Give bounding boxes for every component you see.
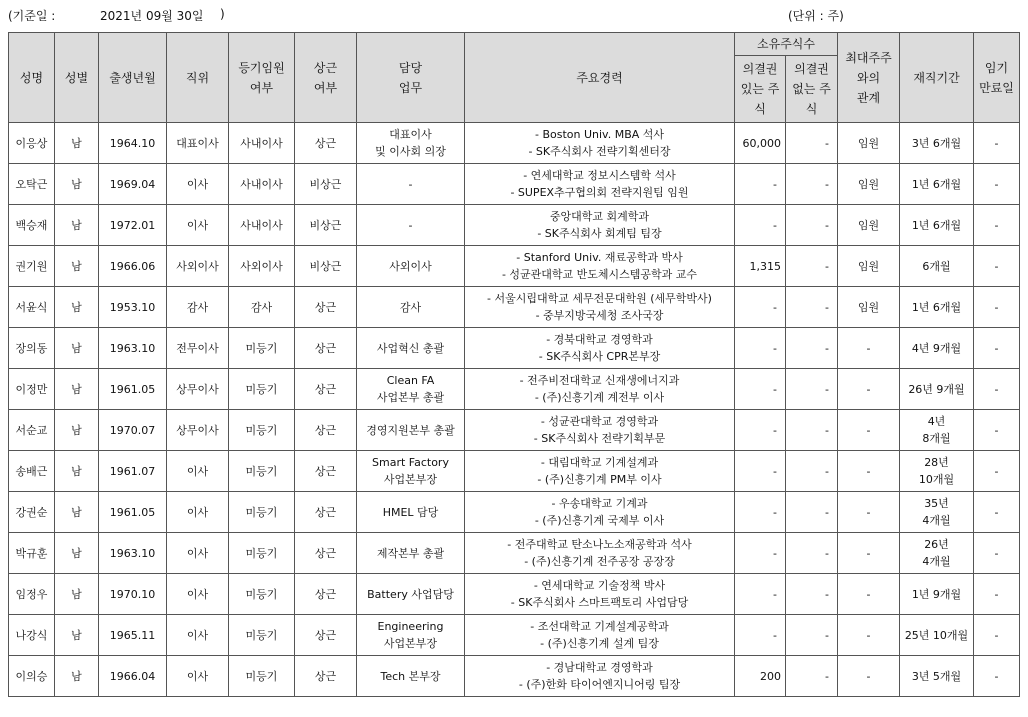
cell-tenure [900,533,974,574]
cell-career-line: - SUPEX추구협의회 전략지원팀 임원 [510,186,689,199]
cell-fulltime: 상근 [295,533,357,574]
cell-name: 박규훈 [9,533,55,574]
cell-career [465,369,735,410]
cell-duty [357,451,465,492]
cell-registered: 감사 [229,287,295,328]
cell-career-line: - 성균관대학교 반도체시스템공학과 교수 [501,268,698,281]
cell-career-line: - 대림대학교 기계설계과 [540,456,659,469]
cell-registered: 사외이사 [229,246,295,287]
cell-tenure [900,123,974,164]
cell-gender: 남 [55,656,99,697]
col-voting-shares: 의결권 있는 주 식 [735,56,786,123]
cell-duty-line: 사업혁신 총괄 [376,341,445,355]
cell-term: - [974,164,1020,205]
cell-gender: 남 [55,123,99,164]
col-gender: 성별 [55,33,99,123]
cell-name: 권기원 [9,246,55,287]
cell-career-line: - (주)신흥기계 PM부 이사 [537,473,662,486]
cell-tenure [900,328,974,369]
cell-duty-line: - [408,218,413,232]
base-date-close: ) [220,7,225,21]
cell-gender: 남 [55,287,99,328]
cell-fulltime: 상근 [295,451,357,492]
cell-relation: 임원 [838,205,900,246]
cell-birth: 1966.06 [99,246,167,287]
cell-tenure-line: 6개월 [922,259,951,273]
base-date-value: 2021년 09월 30일 [100,9,204,23]
cell-career-line: - SK주식회사 회계팀 팀장 [537,227,662,240]
cell-career-line: - 성균관대학교 경영학과 [540,415,659,428]
col-birth: 출생년월 [99,33,167,123]
cell-tenure [900,574,974,615]
cell-career-line: - SK주식회사 스마트팩토리 사업담당 [510,596,689,609]
cell-name: 강권순 [9,492,55,533]
cell-name: 나강식 [9,615,55,656]
cell-tenure-line: 10개월 [918,473,955,486]
cell-fulltime: 상근 [295,656,357,697]
cell-term: - [974,615,1020,656]
cell-career-line: - 서울시립대학교 세무전문대학원 (세무학박사) [487,292,712,305]
cell-gender: 남 [55,492,99,533]
cell-fulltime: 상근 [295,492,357,533]
table-row [9,164,1020,205]
cell-title: 이사 [167,492,229,533]
cell-fulltime: 상근 [295,410,357,451]
cell-tenure [900,410,974,451]
cell-duty [357,533,465,574]
cell-career [465,492,735,533]
cell-career-line: - 연세대학교 기술정책 박사 [533,579,666,592]
cell-term: - [974,328,1020,369]
table-row [9,205,1020,246]
cell-name: 서순교 [9,410,55,451]
cell-duty [357,369,465,410]
cell-term: - [974,369,1020,410]
report-header [0,0,1028,30]
cell-title: 이사 [167,656,229,697]
cell-career [465,656,735,697]
cell-tenure [900,451,974,492]
cell-voting-shares: - [735,287,786,328]
cell-relation: - [838,533,900,574]
cell-voting-shares: 1,315 [735,246,786,287]
cell-career-line: - 연세대학교 정보시스템학 석사 [523,169,676,182]
cell-relation: - [838,410,900,451]
cell-birth: 1964.10 [99,123,167,164]
cell-term: - [974,656,1020,697]
cell-voting-shares: - [735,533,786,574]
cell-birth: 1965.11 [99,615,167,656]
cell-tenure-line: 3년 5개월 [911,669,962,683]
cell-relation: 임원 [838,164,900,205]
col-fulltime: 상근 여부 [295,33,357,123]
col-relation: 최대주주 와의 관계 [838,33,900,123]
cell-nonvoting-shares: - [786,246,838,287]
cell-relation: - [838,328,900,369]
cell-career-line: - 전주비전대학교 신재생에너지과 [519,374,680,387]
cell-tenure-line: 8개월 [922,432,951,445]
cell-title: 상무이사 [167,410,229,451]
cell-name: 이응상 [9,123,55,164]
unit-label: (단위 : 주) [788,9,844,23]
cell-tenure [900,164,974,205]
cell-tenure-line: 4개월 [922,514,951,527]
cell-term: - [974,123,1020,164]
cell-birth: 1970.07 [99,410,167,451]
cell-tenure [900,246,974,287]
cell-tenure-line: 1년 6개월 [911,177,962,191]
cell-title: 이사 [167,615,229,656]
cell-fulltime: 상근 [295,615,357,656]
cell-tenure-line: 28년 [924,456,949,469]
cell-registered: 미등기 [229,369,295,410]
cell-voting-shares: - [735,410,786,451]
cell-tenure-line: 1년 6개월 [911,300,962,314]
cell-registered: 미등기 [229,615,295,656]
cell-career-line: - (주)신흥기계 계전부 이사 [534,391,665,404]
cell-duty [357,123,465,164]
cell-title: 전무이사 [167,328,229,369]
col-career: 주요경력 [465,33,735,123]
col-tenure: 재직기간 [900,33,974,123]
cell-duty-line: 사업본부 총괄 [376,391,445,404]
cell-birth: 1953.10 [99,287,167,328]
cell-duty-line: Tech 본부장 [380,669,441,683]
cell-title: 이사 [167,451,229,492]
cell-birth: 1961.05 [99,369,167,410]
cell-duty-line: Battery 사업담당 [367,587,454,601]
cell-career-line: - 조선대학교 기계설계공학과 [530,620,669,633]
cell-registered: 사내이사 [229,164,295,205]
table-row [9,656,1020,697]
col-name: 성명 [9,33,55,123]
table-row [9,451,1020,492]
cell-fulltime: 상근 [295,574,357,615]
cell-career-line: - Stanford Univ. 재료공학과 박사 [516,251,683,264]
cell-duty [357,246,465,287]
cell-gender: 남 [55,164,99,205]
cell-duty-line: Clean FA [386,374,435,387]
cell-duty [357,656,465,697]
cell-relation: - [838,451,900,492]
cell-registered: 미등기 [229,533,295,574]
table-header [9,33,1020,123]
cell-voting-shares: - [735,615,786,656]
cell-nonvoting-shares: - [786,451,838,492]
cell-term: - [974,246,1020,287]
cell-gender: 남 [55,533,99,574]
executives-table [8,32,1020,697]
cell-tenure [900,205,974,246]
cell-gender: 남 [55,328,99,369]
cell-voting-shares: - [735,492,786,533]
cell-fulltime: 상근 [295,287,357,328]
table-row [9,328,1020,369]
cell-nonvoting-shares: - [786,410,838,451]
cell-nonvoting-shares: - [786,615,838,656]
cell-career-line: - 우송대학교 기계과 [551,497,648,510]
cell-registered: 미등기 [229,656,295,697]
cell-fulltime: 비상근 [295,205,357,246]
cell-career [465,574,735,615]
cell-tenure [900,369,974,410]
cell-career [465,328,735,369]
cell-nonvoting-shares: - [786,656,838,697]
cell-title: 상무이사 [167,369,229,410]
cell-duty-line: HMEL 담당 [382,505,439,519]
cell-tenure-line: 26년 [924,538,949,551]
cell-birth: 1970.10 [99,574,167,615]
cell-relation: 임원 [838,246,900,287]
col-title: 직위 [167,33,229,123]
cell-duty-line: 및 이사회 의장 [375,145,446,158]
table-row [9,123,1020,164]
cell-tenure-line: 25년 10개월 [904,628,969,642]
cell-name: 임정우 [9,574,55,615]
cell-relation: - [838,369,900,410]
col-shares: 소유주식수 [735,33,838,56]
cell-name: 송배근 [9,451,55,492]
cell-fulltime: 상근 [295,369,357,410]
cell-registered: 사내이사 [229,123,295,164]
cell-career [465,246,735,287]
cell-duty-line: 대표이사 [389,128,432,141]
cell-voting-shares: - [735,369,786,410]
cell-registered: 미등기 [229,410,295,451]
cell-duty [357,574,465,615]
cell-nonvoting-shares: - [786,574,838,615]
cell-career-line: - 경북대학교 경영학과 [546,333,653,346]
cell-voting-shares: - [735,574,786,615]
cell-name: 서윤식 [9,287,55,328]
table-row [9,410,1020,451]
col-nonvoting-shares: 의결권 없는 주 식 [786,56,838,123]
cell-duty-line: 감사 [399,300,422,314]
cell-career [465,287,735,328]
table-body [9,123,1020,697]
cell-term: - [974,533,1020,574]
cell-nonvoting-shares: - [786,328,838,369]
table-row [9,533,1020,574]
table-row [9,492,1020,533]
cell-gender: 남 [55,615,99,656]
cell-tenure-line: 1년 6개월 [911,218,962,232]
cell-birth: 1969.04 [99,164,167,205]
cell-title: 이사 [167,574,229,615]
cell-career-line: - (주)신흥기계 국제부 이사 [534,514,665,527]
col-duty: 담당 업무 [357,33,465,123]
cell-nonvoting-shares: - [786,492,838,533]
cell-career [465,205,735,246]
cell-career [465,533,735,574]
cell-career-line: - (주)한화 타이어엔지니어링 팀장 [518,678,681,691]
cell-title: 이사 [167,164,229,205]
cell-fulltime: 상근 [295,328,357,369]
cell-fulltime: 비상근 [295,164,357,205]
cell-name: 이정만 [9,369,55,410]
cell-relation: - [838,574,900,615]
cell-registered: 미등기 [229,574,295,615]
cell-duty-line: - [408,177,413,191]
table-row [9,246,1020,287]
cell-nonvoting-shares: - [786,369,838,410]
cell-term: - [974,492,1020,533]
cell-term: - [974,287,1020,328]
cell-career-line: - (주)신흥기계 전주공장 공장장 [524,555,675,568]
table-row [9,574,1020,615]
cell-career-line: 중앙대학교 회계학과 [549,210,650,223]
cell-tenure-line: 1년 9개월 [911,587,962,601]
cell-birth: 1966.04 [99,656,167,697]
cell-career-line: - Boston Univ. MBA 석사 [534,128,665,141]
col-registered: 등기임원 여부 [229,33,295,123]
cell-duty-line: 사업본부장 [383,637,438,650]
cell-registered: 사내이사 [229,205,295,246]
cell-duty [357,410,465,451]
cell-relation: - [838,492,900,533]
cell-career [465,451,735,492]
cell-career-line: - SK주식회사 CPR본부장 [538,350,661,363]
cell-career-line: - 경남대학교 경영학과 [546,661,653,674]
table-row [9,615,1020,656]
cell-tenure [900,492,974,533]
cell-tenure-line: 3년 6개월 [911,136,962,150]
cell-relation: 임원 [838,123,900,164]
cell-nonvoting-shares: - [786,533,838,574]
cell-career [465,410,735,451]
cell-tenure-line: 4년 9개월 [911,341,962,355]
cell-registered: 미등기 [229,451,295,492]
cell-duty [357,287,465,328]
cell-nonvoting-shares: - [786,123,838,164]
table-row [9,287,1020,328]
cell-nonvoting-shares: - [786,287,838,328]
cell-duty-line: Smart Factory [372,456,449,469]
cell-fulltime: 상근 [295,123,357,164]
cell-relation: - [838,656,900,697]
cell-birth: 1972.01 [99,205,167,246]
cell-duty [357,328,465,369]
cell-title: 감사 [167,287,229,328]
table-row [9,369,1020,410]
cell-registered: 미등기 [229,328,295,369]
cell-duty [357,205,465,246]
cell-name: 백승재 [9,205,55,246]
cell-career [465,123,735,164]
cell-tenure-line: 4년 [927,415,946,428]
cell-duty [357,492,465,533]
cell-career-line: - SK주식회사 전략기획센터장 [528,145,671,158]
cell-duty-line: 제작본부 총괄 [376,546,445,560]
cell-name: 장의동 [9,328,55,369]
cell-tenure-line: 35년 [924,497,949,510]
cell-term: - [974,205,1020,246]
cell-relation: - [838,615,900,656]
cell-tenure-line: 26년 9개월 [908,382,965,396]
cell-duty-line: 사외이사 [389,259,432,273]
cell-birth: 1961.05 [99,492,167,533]
cell-gender: 남 [55,410,99,451]
cell-birth: 1961.07 [99,451,167,492]
cell-gender: 남 [55,205,99,246]
cell-term: - [974,451,1020,492]
cell-duty-line: 경영지원본부 총괄 [366,423,455,437]
cell-voting-shares: - [735,451,786,492]
cell-term: - [974,410,1020,451]
cell-career-line: - 전주대학교 탄소나노소재공학과 석사 [507,538,692,551]
cell-nonvoting-shares: - [786,164,838,205]
cell-gender: 남 [55,451,99,492]
cell-duty-line: Engineering [377,620,444,633]
cell-name: 이의승 [9,656,55,697]
cell-career [465,164,735,205]
cell-voting-shares: 60,000 [735,123,786,164]
cell-career-line: - SK주식회사 전략기획부문 [533,432,666,445]
cell-title: 대표이사 [167,123,229,164]
cell-voting-shares: - [735,328,786,369]
cell-fulltime: 비상근 [295,246,357,287]
cell-gender: 남 [55,574,99,615]
cell-tenure [900,615,974,656]
cell-career-line: - 중부지방국세청 조사국장 [535,309,664,322]
cell-title: 이사 [167,533,229,574]
cell-duty [357,615,465,656]
cell-voting-shares: - [735,164,786,205]
cell-title: 사외이사 [167,246,229,287]
cell-tenure-line: 4개월 [922,555,951,568]
cell-term: - [974,574,1020,615]
cell-tenure [900,656,974,697]
cell-relation: 임원 [838,287,900,328]
cell-voting-shares: 200 [735,656,786,697]
cell-gender: 남 [55,369,99,410]
cell-birth: 1963.10 [99,328,167,369]
cell-duty [357,164,465,205]
cell-tenure [900,287,974,328]
base-date-label: (기준일 : [8,9,56,23]
cell-career [465,615,735,656]
col-term: 임기 만료일 [974,33,1020,123]
cell-name: 오탁근 [9,164,55,205]
cell-registered: 미등기 [229,492,295,533]
cell-duty-line: 사업본부장 [383,473,438,486]
cell-title: 이사 [167,205,229,246]
cell-gender: 남 [55,246,99,287]
cell-birth: 1963.10 [99,533,167,574]
cell-career-line: - (주)신흥기계 설계 팀장 [540,637,659,650]
cell-nonvoting-shares: - [786,205,838,246]
cell-voting-shares: - [735,205,786,246]
